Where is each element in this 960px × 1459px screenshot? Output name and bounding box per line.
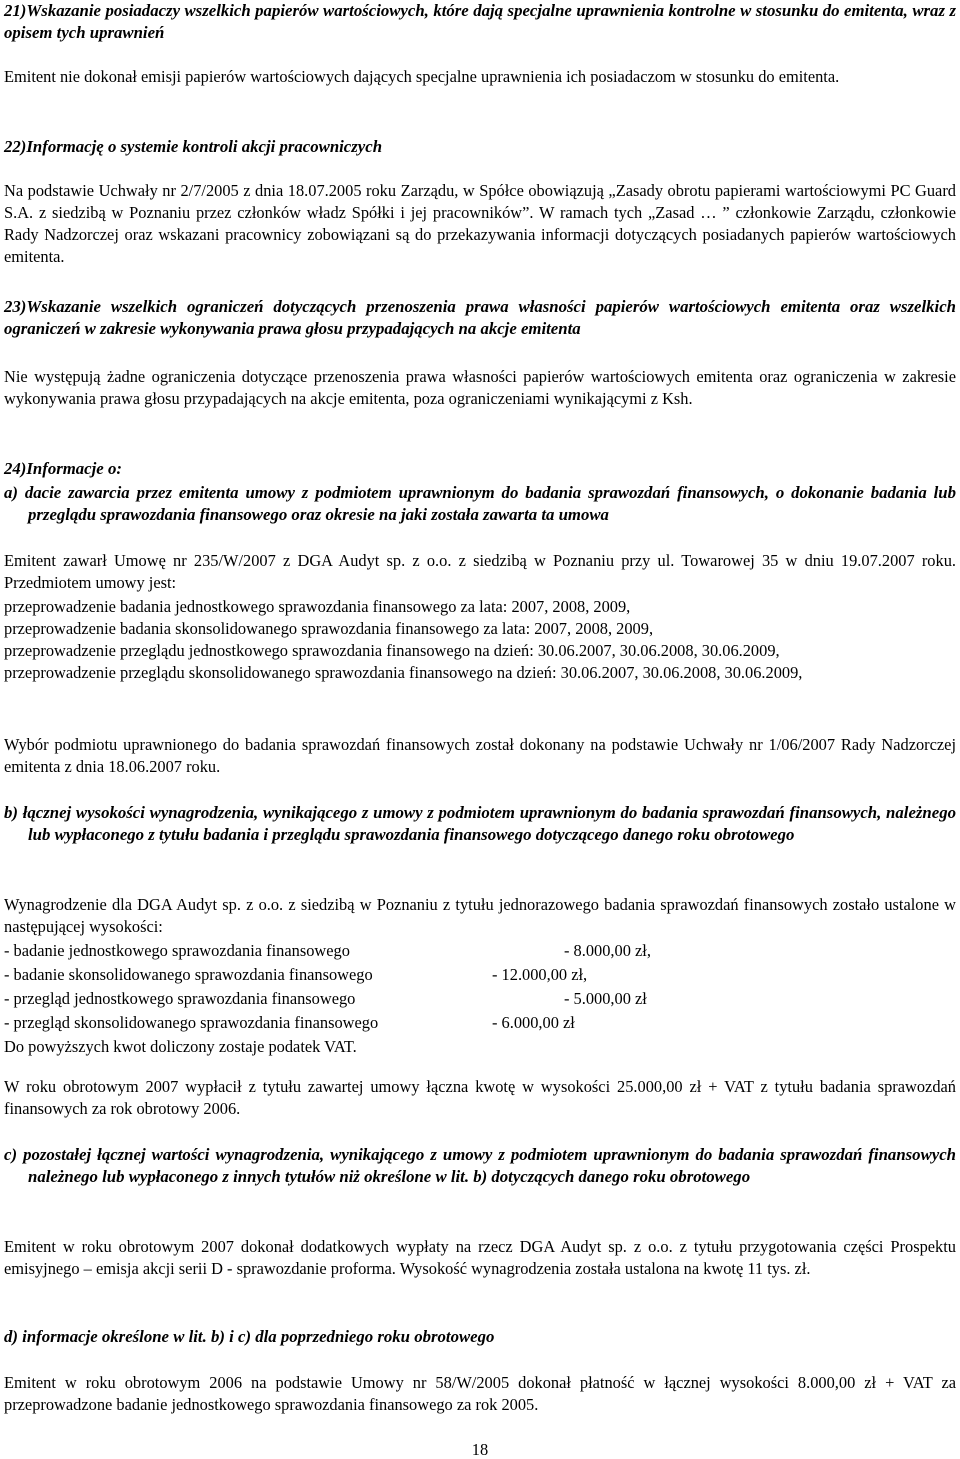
section-24a-body: Emitent zawarł Umowę nr 235/W/2007 z DGA Audyt sp. z o.o. z siedzibą w Poznaniu przy ul. Towarowej 35 w dniu 19.07.2007 roku. Przedmiotem umowy jest: [4,551,956,592]
fee-amount: - 6.000,00 zł [492,1013,575,1032]
section-24-heading: 24)Informacje o: [4,459,122,478]
section-24d-heading: d) informacje określone w lit. b) i c) dla poprzedniego roku obrotowego [4,1327,495,1346]
section-24a-heading: a) dacie zawarcia przez emitenta umowy z podmiotem uprawnionym do badania sprawozdań finansowych, o dokonanie badania lub przeglądu sprawozdania finansowego oraz okresie na jaki została zawarta ta umowa [4,483,956,524]
section-21-body: Emitent nie dokonał emisji papierów wartościowych dających specjalne uprawnienia ich posiadaczom w stosunku do emitenta. [4,67,840,86]
section-23-heading: 23)Wskazanie wszelkich ograniczeń dotyczących przenoszenia prawa własności papierów wartościowych emitenta oraz wszelkich ograniczeń w zakresie wykonywania prawa głosu przypadających na akcje emitenta [4,297,956,338]
section-24c-body: Emitent w roku obrotowym 2007 dokonał dodatkowych wypłaty na rzecz DGA Audyt sp. z o.o. z tytułu przygotowania części Prospektu emisyjnego – emisja akcji serii D - sprawozdanie proforma. Wysokość wynagrodzenia została ustalona na kwotę 11 tys. zł. [4,1237,956,1278]
list-item: przeprowadzenie badania jednostkowego sprawozdania finansowego za lata: 2007, 2008, 2009, [4,597,631,616]
section-24b-intro: Wynagrodzenie dla DGA Audyt sp. z o.o. z siedzibą w Poznaniu z tytułu jednorazowego badania sprawozdań finansowych zostało ustalone w następującej wysokości: [4,895,956,936]
section-24d-body: Emitent w roku obrotowym 2006 na podstawie Umowy nr 58/W/2005 dokonał płatność w łącznej wysokości 8.000,00 zł + VAT za przeprowadzone badanie jednostkowego sprawozdania finansowego za rok 2005. [4,1373,956,1414]
list-item: przeprowadzenie przeglądu jednostkowego sprawozdania finansowego na dzień: 30.06.2007, 30.06.2008, 30.06.2009, [4,641,780,660]
fee-label: - przegląd skonsolidowanego sprawozdania finansowego [4,1013,379,1032]
fee-row [4,940,956,964]
section-23-body: Nie występują żadne ograniczenia dotyczące przenoszenia prawa własności papierów wartościowych emitenta oraz ograniczenia w zakresie wykonywania prawa głosu przypadających na akcje emitenta, poza ograniczeniami wynikającymi z Ksh. [4,367,956,408]
fee-amount: - 8.000,00 zł, [564,941,651,960]
section-21-heading: 21)Wskazanie posiadaczy wszelkich papierów wartościowych, które dają specjalne uprawnienia kontrolne w stosunku do emitenta, wraz z opisem tych uprawnień [4,1,956,42]
fee-row [4,988,956,1012]
section-22-heading: 22)Informację o systemie kontroli akcji pracowniczych [4,137,383,156]
section-24b-fee-list [4,940,956,1058]
section-24a-scope-list [4,596,956,684]
fee-row [4,964,956,988]
page-number: 18 [471,1440,489,1459]
fee-row [4,1012,956,1036]
section-22-body: Na podstawie Uchwały nr 2/7/2005 z dnia 18.07.2005 roku Zarządu, w Spółce obowiązują „Zasady obrotu papierami wartościowymi PC Guard S.A. z siedzibą w Poznaniu przez członków władz Spółki i jej pracowników”. W ramach tych „Zasad … ” członkowie Zarządu, członkowie Rady Nadzorczej oraz wskazani pracownicy zobowiązani są do przekazywania informacji dotyczących posiadanych papierów wartościowych emitenta. [4,181,956,266]
section-24b-2007-payment: W roku obrotowym 2007 wypłacił z tytułu zawartej umowy łączna kwotę w wysokości 25.000,00 zł + VAT z tytułu badania sprawozdań finansowych za rok obrotowy 2006. [4,1077,956,1118]
fee-amount: - 12.000,00 zł, [492,965,588,984]
list-item: przeprowadzenie badania skonsolidowanego sprawozdania finansowego za lata: 2007, 2008, 2009, [4,619,654,638]
fee-label: - badanie jednostkowego sprawozdania finansowego [4,941,350,960]
list-item: przeprowadzenie przeglądu skonsolidowanego sprawozdania finansowego na dzień: 30.06.2007, 30.06.2008, 30.06.2009, [4,663,803,682]
vat-note: Do powyższych kwot doliczony zostaje podatek VAT. [4,1037,357,1056]
section-24c-heading: c) pozostałej łącznej wartości wynagrodzenia, wynikającego z umowy z podmiotem uprawnionym do badania sprawozdań finansowych należnego lub wypłaconego z innych tytułów niż określone w lit. b) dotyczących danego roku obrotowego [4,1145,956,1186]
fee-amount: - 5.000,00 zł [564,989,647,1008]
section-24a-auditor-choice: Wybór podmiotu uprawnionego do badania sprawozdań finansowych został dokonany na podstawie Uchwały nr 1/06/2007 Rady Nadzorczej emitenta z dnia 18.06.2007 roku. [4,735,956,776]
fee-label: - badanie skonsolidowanego sprawozdania finansowego [4,965,373,984]
section-24b-heading: b) łącznej wysokości wynagrodzenia, wynikającego z umowy z podmiotem uprawnionym do badania sprawozdań finansowych, należnego lub wypłaconego z tytułu badania i przeglądu sprawozdania finansowego dotyczącego danego roku obrotowego [4,803,956,844]
fee-label: - przegląd jednostkowego sprawozdania finansowego [4,989,356,1008]
